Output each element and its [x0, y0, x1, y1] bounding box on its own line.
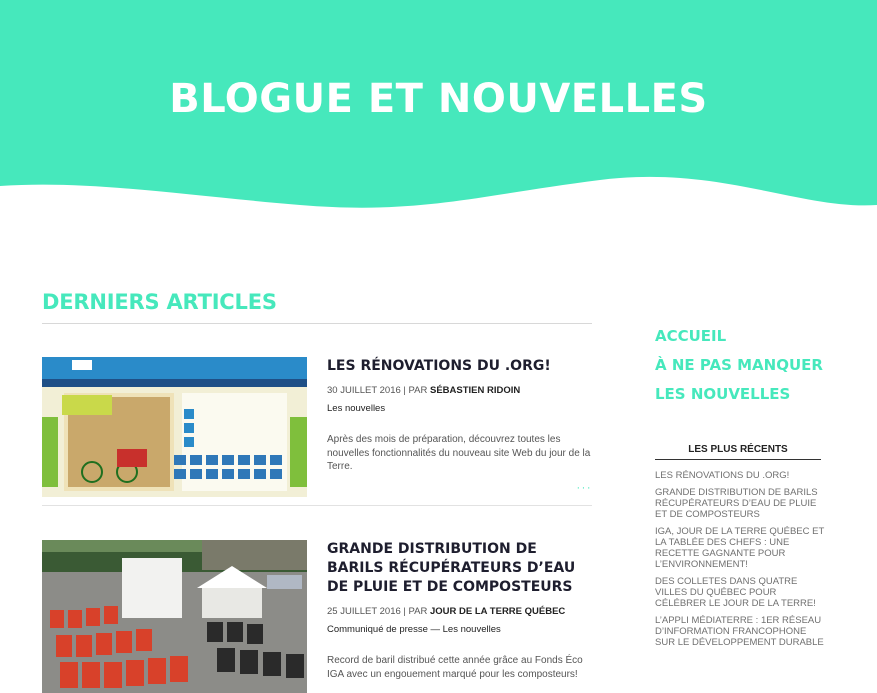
- article-date: 25 JUILLET 2016: [327, 606, 401, 617]
- article-meta: [327, 385, 592, 396]
- article-body: [327, 540, 592, 681]
- sidebar-item-accueil[interactable]: ACCUEIL: [655, 327, 727, 345]
- recent-post-link[interactable]: IGA, JOUR DE LA TERRE QUÉBEC ET LA TABLÉE DES CHEFS : UNE RECETTE GAGNANTE POUR L’ENVIRONNEMENT!: [655, 526, 825, 570]
- recent-post-link[interactable]: GRANDE DISTRIBUTION DE BARILS RÉCUPÉRATEURS D’EAU DE PLUIE ET DE COMPOSTEURS: [655, 487, 818, 520]
- article-thumbnail[interactable]: [42, 540, 307, 693]
- sidebar-item-a-ne-pas-manquer[interactable]: À NE PAS MANQUER: [655, 356, 823, 374]
- hero-banner: [0, 0, 877, 240]
- section-title: DERNIERS ARTICLES: [42, 290, 277, 314]
- website-screenshot-image: [42, 357, 307, 497]
- article-date: 30 JUILLET 2016: [327, 385, 401, 396]
- sidebar-nav: [655, 325, 823, 412]
- article-body: [327, 357, 592, 474]
- recent-post-link[interactable]: LES RÉNOVATIONS DU .ORG!: [655, 470, 790, 481]
- article-title[interactable]: GRANDE DISTRIBUTION DE BARILS RÉCUPÉRATEURS D’EAU DE PLUIE ET DE COMPOSTEURS: [327, 541, 576, 595]
- divider: [42, 323, 592, 324]
- read-more-dots[interactable]: ···: [576, 482, 592, 494]
- article-card: [42, 540, 592, 693]
- page-title: BLOGUE ET NOUVELLES: [169, 76, 708, 122]
- article-meta: [327, 606, 592, 617]
- article-excerpt: Record de baril distribué cette année grâce au Fonds Éco IGA avec un engouement marqué pour les composteurs!: [327, 655, 583, 680]
- article-by: | PAR: [403, 606, 428, 617]
- recent-post-link[interactable]: L’APPLI MÉDIATERRE : 1ER RÉSEAU D’INFORMATION FRANCOPHONE SUR LE DÉVELOPPEMENT DURABLE: [655, 615, 824, 648]
- article-category-link[interactable]: Communiqué de presse — Les nouvelles: [327, 624, 501, 635]
- article-author-link[interactable]: JOUR DE LA TERRE QUÉBEC: [429, 606, 566, 617]
- article-title[interactable]: LES RÉNOVATIONS DU .ORG!: [327, 358, 551, 374]
- article-by: | PAR: [403, 385, 428, 396]
- article-category-link[interactable]: Les nouvelles: [327, 403, 386, 414]
- barrel-distribution-photo: [42, 540, 307, 693]
- divider: [42, 505, 592, 506]
- article-excerpt: Après des mois de préparation, découvrez toutes les nouvelles fonctionnalités du nouveau site Web du jour de la Terre.: [327, 434, 591, 472]
- recent-posts-list: [655, 470, 825, 654]
- recent-post-link[interactable]: DES COLLETES DANS QUATRE VILLES DU QUÉBEC POUR CÉLÉBRER LE JOUR DE LA TERRE!: [655, 576, 816, 609]
- recent-posts-heading: LES PLUS RÉCENTS: [655, 444, 821, 460]
- article-thumbnail[interactable]: [42, 357, 307, 497]
- article-author-link[interactable]: SÉBASTIEN RIDOIN: [429, 385, 521, 396]
- article-card: [42, 357, 592, 507]
- sidebar-item-les-nouvelles[interactable]: LES NOUVELLES: [655, 385, 791, 403]
